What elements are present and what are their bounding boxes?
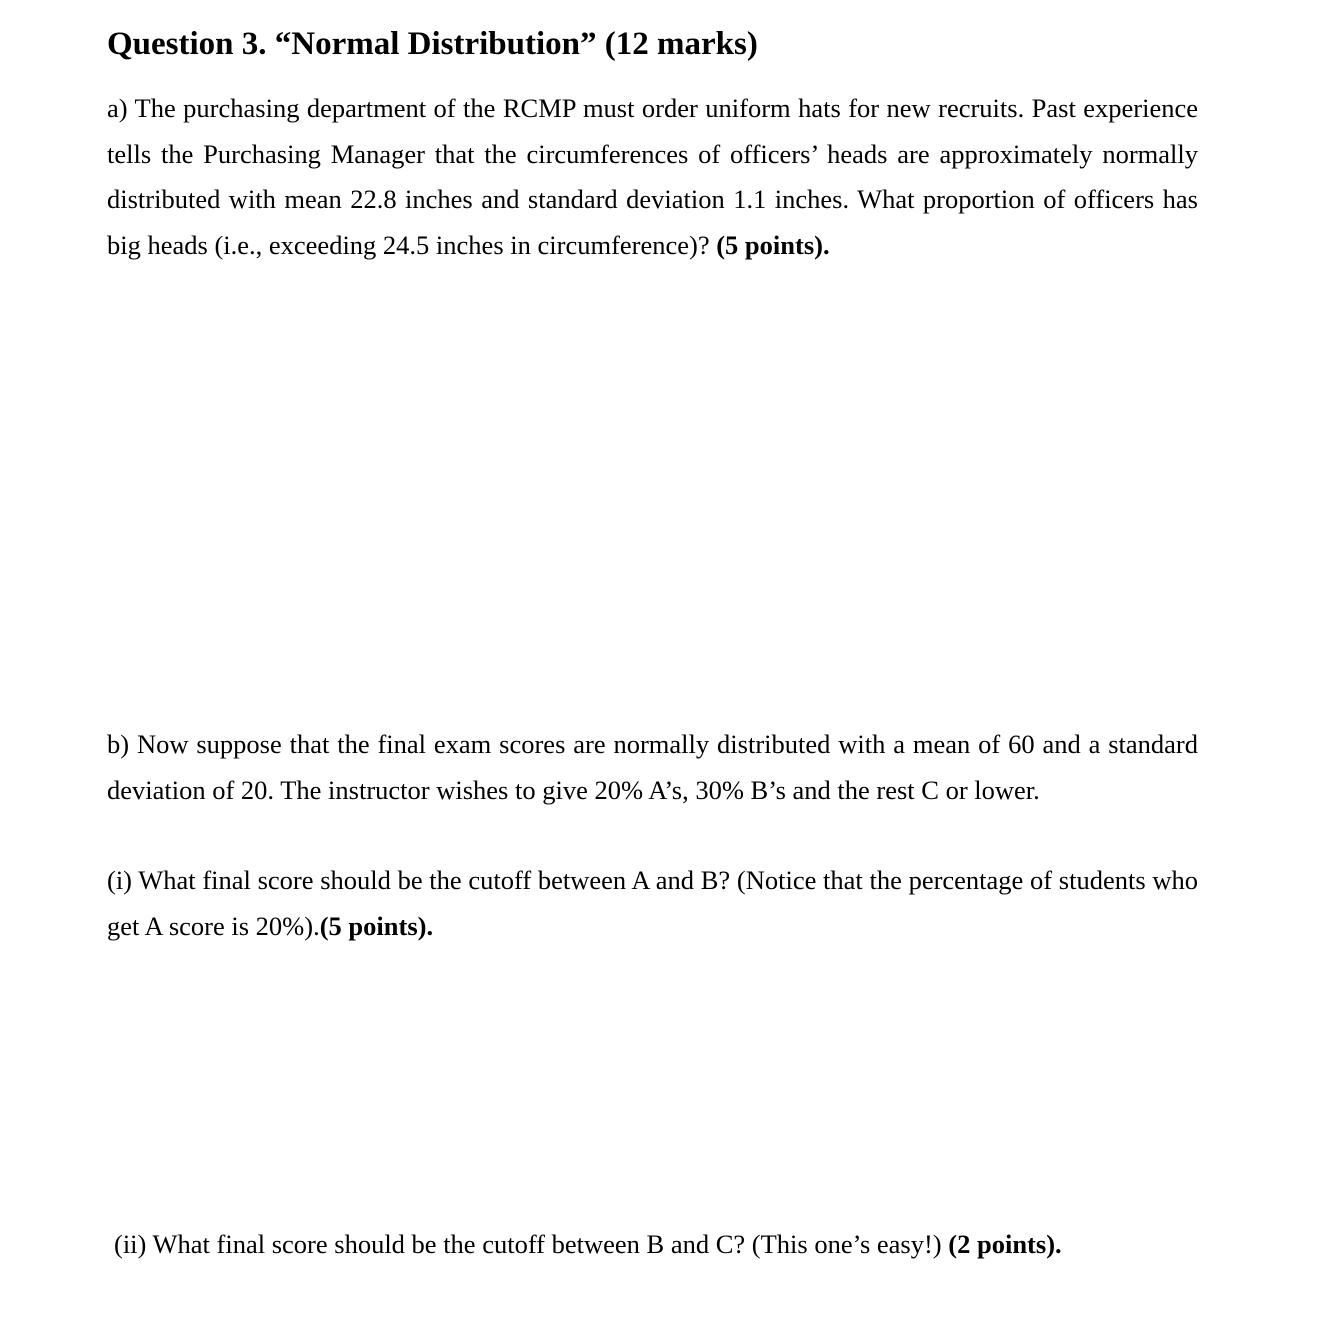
part-b-i-points: (5 points). (319, 910, 434, 941)
part-b-i-question (107, 858, 1198, 949)
part-a-points: (5 points). (716, 229, 830, 260)
question-title: Question 3. “Normal Distribution” (12 marks) (107, 26, 758, 62)
part-a-text: a) The purchasing department of the RCMP must order uniform hats for new recruits. Past experience tells the Purchasing Manager that the circumferences of officers’ heads are approximately normally distributed with mean 22.8 inches and standard deviation 1.1 inches. What proportion of officers has big heads (i.e., exceeding 24.5 inches in circumference)? (107, 93, 1198, 260)
part-b-ii-text: (ii) What final score should be the cutoff between B and C? (This one’s easy!) (114, 1229, 949, 1259)
part-b-ii-question (114, 1222, 1062, 1268)
part-b-ii-points: (2 points). (948, 1229, 1062, 1259)
part-b-intro: b) Now suppose that the final exam scores are normally distributed with a mean of 60 and a standard deviation of 20. The instructor wishes to give 20% A’s, 30% B’s and the rest C or lower. (107, 729, 1198, 805)
part-b-i-text: (i) What final score should be the cutoff between A and B? (Notice that the percentage of students who get A score is 20%). (107, 865, 1198, 941)
part-a-question (107, 86, 1198, 268)
